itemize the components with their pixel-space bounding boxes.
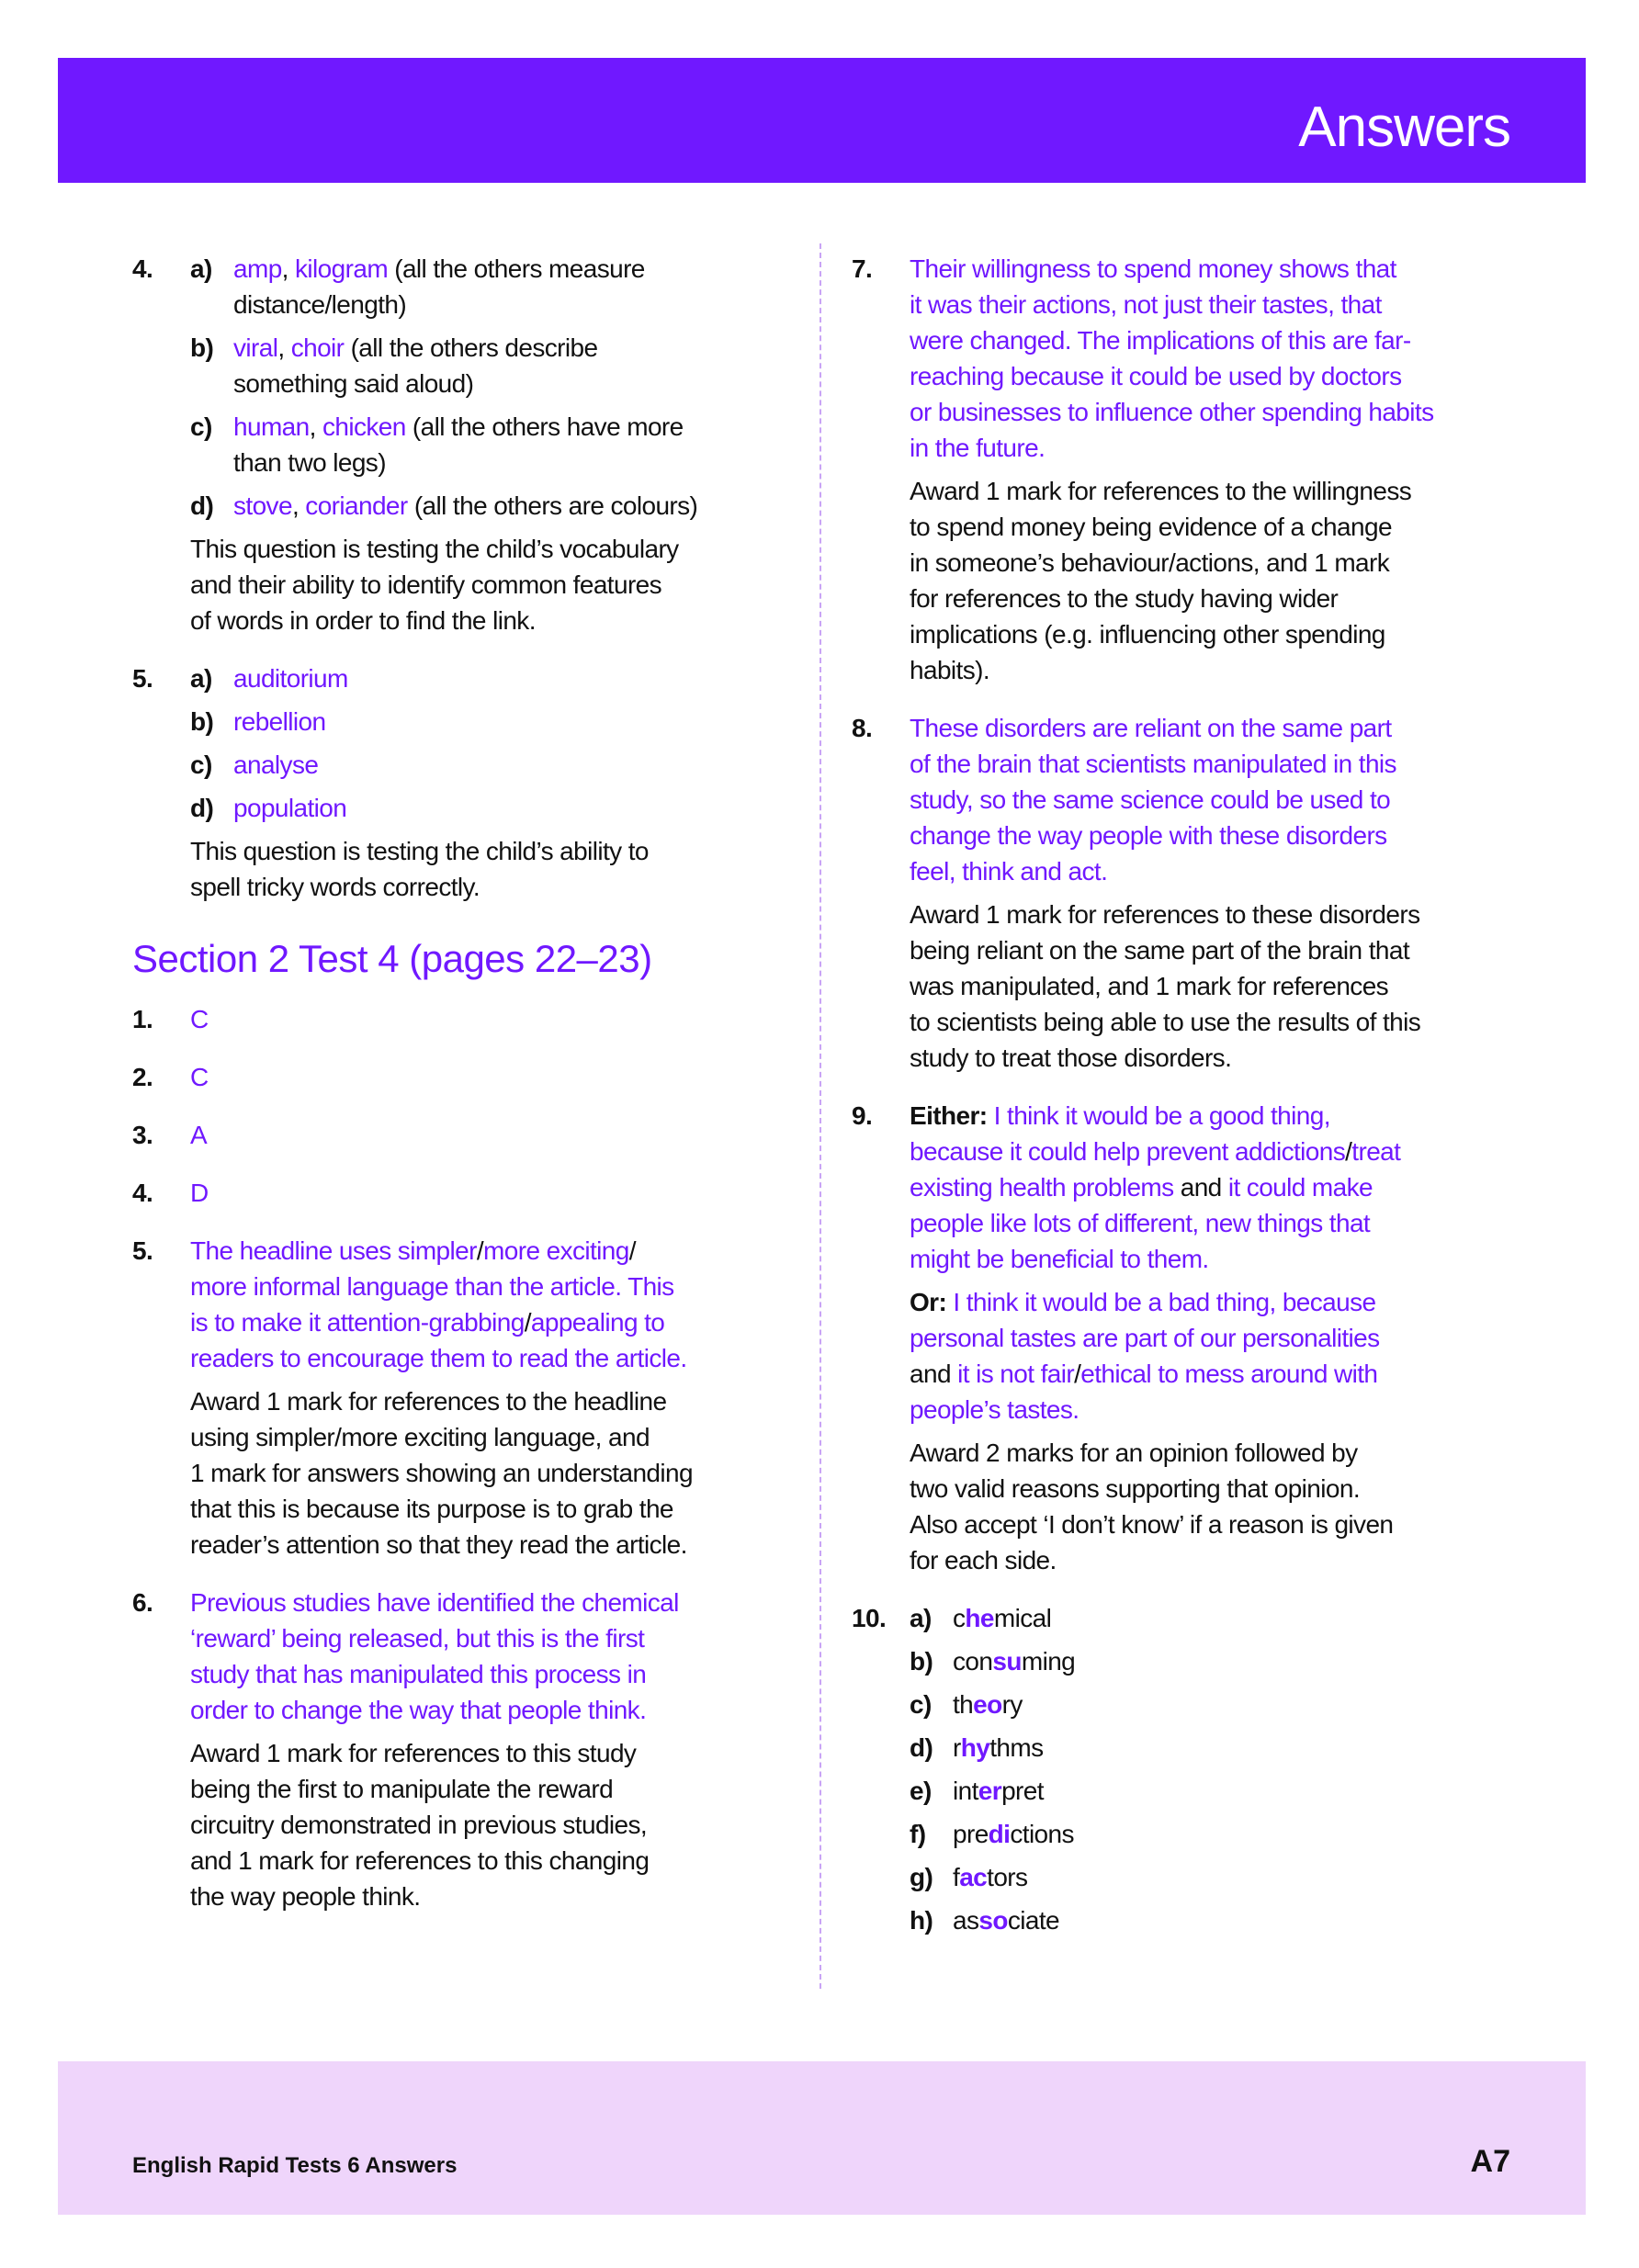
note-text: (all the others are colours)	[407, 491, 698, 520]
sub-label: c)	[910, 1690, 932, 1719]
answer-text: population	[233, 794, 347, 822]
note-text: as	[953, 1906, 979, 1935]
sub-answer-text	[953, 1643, 1587, 1679]
sub-answer	[910, 1643, 1587, 1679]
answer-text: The headline uses simpler	[190, 1236, 477, 1265]
section-heading: Section 2 Test 4 (pages 22–23)	[132, 937, 652, 980]
highlight-text: eo	[973, 1690, 1002, 1719]
sub-answer	[910, 1687, 1587, 1722]
note-text: Award 1 mark for references to this study being the first to manipulate the reward circuitry demonstrated in previous studies, and 1 mark for references to this changing the way people think.	[190, 1739, 650, 1911]
page-number: A7	[1470, 2144, 1510, 2179]
answer-text: appealing to readers to encourage them to read the article.	[190, 1308, 687, 1372]
note-text: ,	[281, 254, 296, 283]
answer-paragraph	[910, 473, 1587, 688]
answer-paragraph	[910, 1284, 1587, 1427]
note-text: th	[953, 1690, 974, 1719]
answer-text: more informal language than the article. This is to make it attention-grabbing	[190, 1272, 674, 1337]
highlight-text: di	[988, 1820, 1011, 1848]
footer-title: English Rapid Tests 6 Answers	[132, 2153, 458, 2178]
page-title: Answers	[1298, 96, 1510, 159]
question-number: 3.	[132, 1121, 153, 1149]
left-column	[132, 243, 794, 1914]
note-text: Award 1 mark for references to the headline using simpler/more exciting language, and 1 mark for answers showing an understanding that this is because its purpose is to grab the reader’s attention so that they read the article.	[190, 1387, 693, 1559]
sub-answer	[910, 1773, 1587, 1809]
highlight-text: er	[978, 1777, 1002, 1805]
note-text: con	[953, 1647, 993, 1676]
answer-text: Their willingness to spend money shows that it was their actions, not just their tastes, that were changed. The implications of this are far- reaching because it could be used by doctors or businesses to influence other spending habits in the future.	[910, 254, 1434, 462]
question-number: 10.	[852, 1604, 887, 1632]
sub-label: a)	[190, 664, 212, 693]
note-text: int	[953, 1777, 978, 1805]
question-number: 5.	[132, 1236, 153, 1265]
sub-label: g)	[910, 1863, 933, 1891]
sub-label: b)	[910, 1647, 933, 1676]
answer-paragraph	[190, 1735, 794, 1914]
answer-text: analyse	[233, 750, 319, 779]
answer-paragraph	[910, 897, 1587, 1076]
question-number: 5.	[132, 664, 153, 693]
question-item	[132, 251, 794, 638]
sub-answer-text	[953, 1600, 1587, 1636]
note-text: ctions	[1010, 1820, 1074, 1848]
note-text: pret	[1001, 1777, 1044, 1805]
answer-paragraph	[910, 1435, 1587, 1578]
note-text: ry	[1001, 1690, 1023, 1719]
question-number: 4.	[132, 254, 153, 283]
highlight-text: hy	[960, 1733, 990, 1762]
sub-answer-text	[953, 1816, 1587, 1852]
note-text: r	[953, 1733, 961, 1762]
answer-text: I think it would be a bad thing, because personal tastes are part of our personalities	[910, 1288, 1380, 1352]
answer-text: I think it would be a good thing, because it could help prevent addictions	[910, 1101, 1346, 1166]
answer-text: Previous studies have identified the chemical ‘reward’ being released, but this is the first study that has manipulated this process in order to change the way that people think.	[190, 1588, 679, 1724]
question-item	[132, 660, 794, 905]
question-item	[132, 1175, 794, 1211]
answer-text: human	[233, 412, 310, 441]
sub-answer	[190, 409, 794, 480]
sub-answer	[910, 1859, 1587, 1895]
footer	[58, 2061, 1586, 2215]
note-text: tors	[987, 1863, 1028, 1891]
answer-paragraph	[190, 1585, 794, 1728]
question-item	[852, 1600, 1587, 1938]
question-item	[132, 1233, 794, 1563]
sub-label: a)	[190, 254, 212, 283]
sub-answer-text	[953, 1902, 1587, 1938]
answer-text: kilogram	[295, 254, 389, 283]
sub-answer-text	[233, 790, 794, 826]
answer-paragraph	[190, 1059, 794, 1095]
sub-answer-text	[233, 747, 794, 783]
note-text: (all the others have more than two legs)	[233, 412, 684, 477]
note-text: and	[910, 1360, 958, 1388]
highlight-text: ac	[959, 1863, 988, 1891]
sub-answer	[910, 1902, 1587, 1938]
note-text: This question is testing the child’s vocabulary and their ability to identify common features of words in order to find the link.	[190, 535, 679, 635]
answer-text: it could make people like lots of different, new things that might be beneficial to them.	[910, 1173, 1373, 1273]
sub-answer-text	[233, 704, 794, 739]
sub-answer	[190, 330, 794, 401]
answer-text: chicken	[322, 412, 406, 441]
answer-paragraph	[910, 251, 1587, 466]
sub-answer-text	[953, 1730, 1587, 1766]
sub-answer	[190, 747, 794, 783]
note-text: /	[1074, 1360, 1081, 1388]
question-item	[852, 1098, 1587, 1578]
note-text: c	[953, 1604, 966, 1632]
note-text: Award 1 mark for references to these disorders being reliant on the same part of the brain that was manipulated, and 1 mark for references to scientists being able to use the results of this study to treat those disorders.	[910, 900, 1421, 1072]
sub-label: a)	[910, 1604, 932, 1632]
sub-label: e)	[910, 1777, 932, 1805]
answer-text: choir	[290, 333, 345, 362]
right-column	[852, 243, 1587, 1938]
answer-text: coriander	[305, 491, 408, 520]
sub-answer-text	[233, 409, 794, 480]
sub-label: d)	[910, 1733, 933, 1762]
sub-answer-text	[233, 330, 794, 401]
answer-text: C	[190, 1005, 209, 1033]
answer-text: stove	[233, 491, 292, 520]
sub-label: c)	[190, 750, 212, 779]
question-item	[132, 1001, 794, 1037]
answer-paragraph	[190, 531, 794, 638]
sub-label: c)	[190, 412, 212, 441]
answer-text: viral	[233, 333, 278, 362]
question-item	[132, 1117, 794, 1153]
answer-paragraph	[910, 710, 1587, 889]
note-text: /	[628, 1236, 636, 1265]
question-number: 7.	[852, 254, 873, 283]
note-text: This question is testing the child’s ability to spell tricky words correctly.	[190, 837, 649, 901]
sub-answer	[190, 704, 794, 739]
answer-paragraph	[910, 1098, 1587, 1277]
answer-text: amp	[233, 254, 282, 283]
note-text: ciate	[1007, 1906, 1060, 1935]
note-text: mical	[993, 1604, 1052, 1632]
note-text: Award 1 mark for references to the willingness to spend money being evidence of a change in someone’s behaviour/actions, and 1 mark for references to the study having wider implications (e.g. influencing other spending habits).	[910, 477, 1412, 684]
label-text: Or:	[910, 1288, 954, 1316]
sub-answer	[190, 790, 794, 826]
question-number: 8.	[852, 714, 873, 742]
answer-paragraph	[190, 1001, 794, 1037]
question-number: 1.	[132, 1005, 153, 1033]
sub-label: b)	[190, 707, 214, 736]
question-item	[132, 1059, 794, 1095]
highlight-text: he	[965, 1604, 994, 1632]
answer-text: treat existing health problems	[910, 1137, 1401, 1202]
note-text: /	[524, 1308, 531, 1337]
question-item	[132, 1585, 794, 1914]
note-text: Award 2 marks for an opinion followed by two valid reasons supporting that opinion. Also accept ‘I don’t know’ if a reason is given for each side.	[910, 1439, 1394, 1574]
sub-answer-text	[953, 1687, 1587, 1722]
question-number: 9.	[852, 1101, 873, 1130]
highlight-text: so	[978, 1906, 1008, 1935]
sub-answer	[190, 488, 794, 524]
note-text: thms	[989, 1733, 1044, 1762]
answer-text: These disorders are reliant on the same part of the brain that scientists manipulated in this study, so the same science could be used to change the way people with these disorders feel, think and act.	[910, 714, 1396, 886]
answer-text: A	[190, 1121, 208, 1149]
answer-text: it is not fair	[957, 1360, 1075, 1388]
sub-answer-text	[233, 251, 794, 322]
note-text: f	[953, 1863, 960, 1891]
sub-label: h)	[910, 1906, 933, 1935]
note-text: /	[476, 1236, 484, 1265]
sub-label: f)	[910, 1820, 926, 1848]
sub-label: d)	[190, 491, 214, 520]
question-item	[852, 251, 1587, 688]
sub-answer-text	[233, 660, 794, 696]
question-number: 2.	[132, 1063, 153, 1091]
note-text: /	[1345, 1137, 1352, 1166]
sub-answer-text	[233, 488, 794, 524]
note-text: pre	[953, 1820, 989, 1848]
note-text: ,	[309, 412, 322, 441]
answer-paragraph	[190, 1117, 794, 1153]
sub-answer	[910, 1730, 1587, 1766]
question-number: 4.	[132, 1179, 153, 1207]
sub-label: d)	[190, 794, 214, 822]
sub-answer	[190, 251, 794, 322]
answer-text: C	[190, 1063, 209, 1091]
sub-answer	[190, 660, 794, 696]
header-banner	[58, 58, 1586, 183]
answer-text: ethical to mess around with people’s tastes.	[910, 1360, 1378, 1424]
answer-text: auditorium	[233, 664, 348, 693]
question-number: 6.	[132, 1588, 153, 1617]
answer-paragraph	[190, 1175, 794, 1211]
sub-label: b)	[190, 333, 214, 362]
note-text: ming	[1021, 1647, 1076, 1676]
note-text: (all the others describe something said aloud)	[233, 333, 598, 398]
note-text: and	[1173, 1173, 1228, 1202]
sub-answer	[910, 1600, 1587, 1636]
answer-text: D	[190, 1179, 209, 1207]
answer-text: rebellion	[233, 707, 326, 736]
sub-answer-text	[953, 1773, 1587, 1809]
answer-paragraph	[190, 833, 794, 905]
question-item	[852, 710, 1587, 1076]
answer-text: more exciting	[483, 1236, 629, 1265]
highlight-text: su	[992, 1647, 1022, 1676]
sub-answer	[910, 1816, 1587, 1852]
answer-paragraph	[190, 1233, 794, 1376]
label-text: Either:	[910, 1101, 994, 1130]
note-text: ,	[277, 333, 291, 362]
note-text: ,	[291, 491, 306, 520]
note-text: (all the others measure distance/length)	[233, 254, 645, 319]
column-divider	[820, 243, 821, 1989]
sub-answer-text	[953, 1859, 1587, 1895]
answer-paragraph	[190, 1383, 794, 1563]
